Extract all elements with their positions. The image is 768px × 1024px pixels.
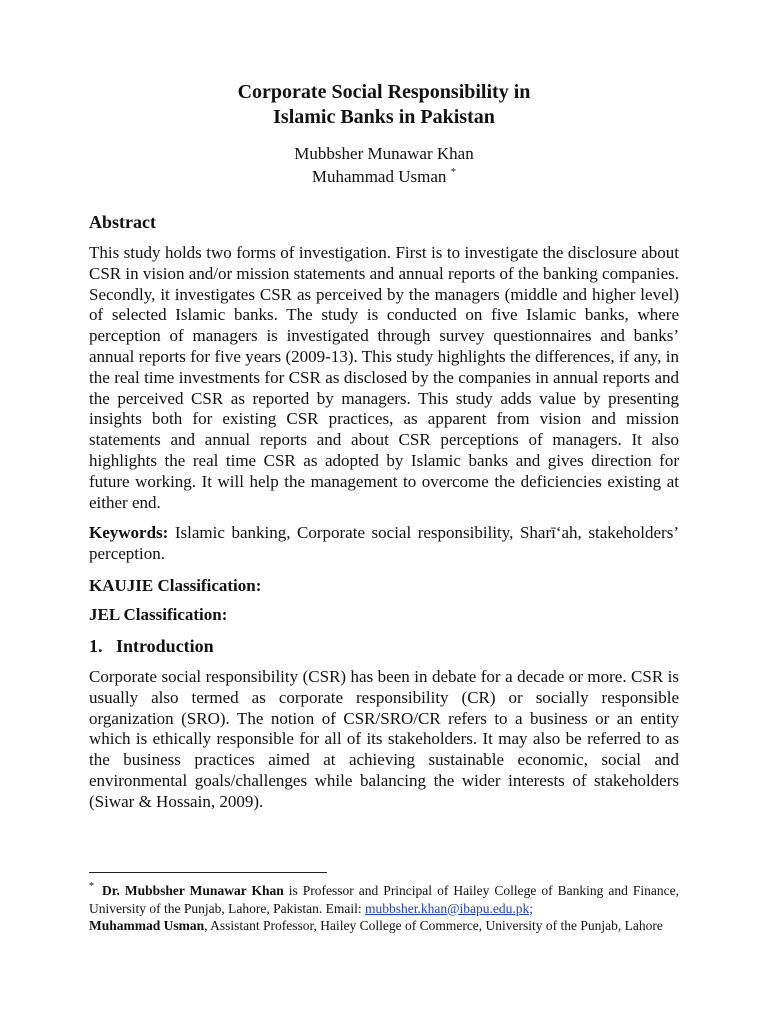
abstract-text: This study holds two forms of investigation. First is to investigate the disclosure about CSR in vision and/or mission statements and annual reports of the banking companies. Secondly, it investigates CSR as perceived by the managers (middle and higher level) of selected Islamic banks. The study is conducted on five Islamic banks, where perception of managers is investigated through survey questionnaires and banks’ annual reports for five years (2009-13). This study highlights the differences, if any, in the real time investments for CSR as disclosed by the companies in annual reports and the perceived CSR as reported by managers. This study adds value by presenting insights both for existing CSR practices, as apparent from vision and mission statements and annual reports and about CSR perceptions of managers. It also highlights the real time CSR as adopted by Islamic banks and gives direction for future working. It will help the management to overcome the deficiencies existing at either end. (89, 243, 679, 512)
keywords-text: Islamic banking, Corporate social responsibility, Sharī‘ah, stakeholders’ perception. (89, 523, 679, 564)
abstract-heading: Abstract (89, 212, 156, 232)
author-2-line (0, 165, 768, 188)
kaujie-classification: KAUJIE Classification: (89, 575, 262, 595)
title-line-1: Corporate Social Responsibility in (237, 81, 531, 103)
footnote-divider (89, 872, 327, 873)
author-1: Mubbsher Munawar Khan (294, 144, 474, 163)
author-list (0, 142, 768, 188)
keywords (89, 523, 679, 565)
title-line-2: Islamic Banks in Pakistan (273, 106, 495, 128)
paper-body (89, 209, 679, 813)
footnote-author-1: Dr. Mubbsher Munawar Khan (102, 883, 284, 898)
footnote-author-1-affiliation: is Professor and Principal of Hailey College of Banking and Finance, University of the Punjab, Lahore, Pakistan. Email: (89, 883, 679, 916)
author-2: Muhammad Usman (311, 167, 447, 186)
footnote-author-2: Muhammad Usman (89, 918, 205, 933)
email-link[interactable]: mubbsher.khan@ibapu.edu.pk; (364, 900, 533, 916)
footnote (89, 882, 679, 935)
author-footnote-marker: * (450, 166, 457, 178)
section-number: 1. (89, 635, 103, 656)
keywords-label: Keywords: (89, 523, 169, 543)
introduction-heading (89, 633, 679, 659)
footnote-marker: * (89, 881, 94, 892)
paper-title (0, 80, 768, 130)
footnote-author-2-affiliation: , Assistant Professor, Hailey College of Commerce, University of the Punjab, Lahore (204, 918, 663, 933)
introduction-text: Corporate social responsibility (CSR) has been in debate for a decade or more. CSR is usually also termed as corporate responsibility (CR) or socially responsible organization (SRO). The notion of CSR/SRO/CR refers to a business or an entity which is ethically responsible for all of its stakeholders. It may also be referred to as the business practices aimed at achieving sustainable economic, social and environmental goals/challenges while balancing the wider interests of stakeholders (Siwar & Hossain, 2009). (89, 666, 679, 811)
jel-classification: JEL Classification: (89, 604, 228, 624)
section-title: Introduction (116, 635, 214, 656)
